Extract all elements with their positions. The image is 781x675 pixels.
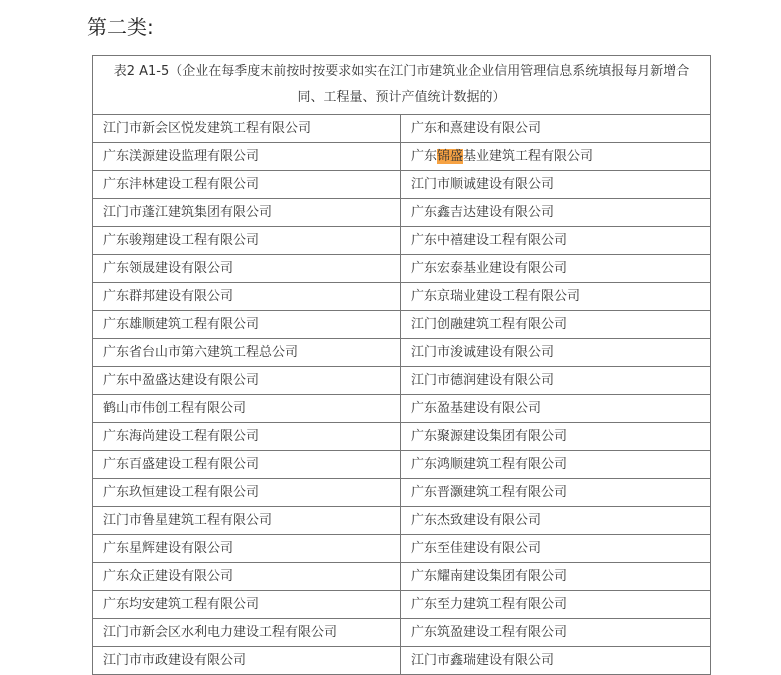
table-row bbox=[93, 395, 711, 423]
company-cell-right: 江门市鑫瑞建设有限公司 bbox=[401, 647, 711, 675]
company-cell-left: 广东百盛建设工程有限公司 bbox=[93, 451, 401, 479]
company-cell-left: 广东海尚建设工程有限公司 bbox=[93, 423, 401, 451]
table-row bbox=[93, 311, 711, 339]
company-cell-left: 广东星辉建设有限公司 bbox=[93, 535, 401, 563]
company-cell-right: 广东耀南建设集团有限公司 bbox=[401, 563, 711, 591]
company-cell-left: 广东沣林建设工程有限公司 bbox=[93, 171, 401, 199]
company-cell-left: 广东众正建设有限公司 bbox=[93, 563, 401, 591]
company-cell-right: 广东盈基建设有限公司 bbox=[401, 395, 711, 423]
table-row bbox=[93, 451, 711, 479]
company-cell-left: 广东渼源建设监理有限公司 bbox=[93, 143, 401, 171]
table-caption-row bbox=[93, 56, 711, 115]
table-row bbox=[93, 227, 711, 255]
table-row bbox=[93, 423, 711, 451]
company-cell-right: 广东京瑞业建设工程有限公司 bbox=[401, 283, 711, 311]
table-row bbox=[93, 535, 711, 563]
company-cell-right: 广东聚源建设集团有限公司 bbox=[401, 423, 711, 451]
company-cell-left: 广东雄顺建筑工程有限公司 bbox=[93, 311, 401, 339]
company-cell-right: 广东鑫吉达建设有限公司 bbox=[401, 199, 711, 227]
company-cell-right: 广东晋灏建筑工程有限公司 bbox=[401, 479, 711, 507]
company-cell-left: 广东中盈盛达建设有限公司 bbox=[93, 367, 401, 395]
table-row bbox=[93, 563, 711, 591]
company-cell-left: 广东均安建筑工程有限公司 bbox=[93, 591, 401, 619]
company-cell-right: 广东筑盈建设工程有限公司 bbox=[401, 619, 711, 647]
company-cell-right: 广东至佳建设有限公司 bbox=[401, 535, 711, 563]
table-row bbox=[93, 619, 711, 647]
table-row bbox=[93, 647, 711, 675]
table-row bbox=[93, 283, 711, 311]
company-cell-left: 广东领晟建设有限公司 bbox=[93, 255, 401, 283]
table-row bbox=[93, 479, 711, 507]
table-row bbox=[93, 507, 711, 535]
company-cell-left: 广东骏翔建设工程有限公司 bbox=[93, 227, 401, 255]
company-cell-left: 广东省台山市第六建筑工程总公司 bbox=[93, 339, 401, 367]
company-cell-right: 江门创融建筑工程有限公司 bbox=[401, 311, 711, 339]
company-cell-left: 江门市鲁星建筑工程有限公司 bbox=[93, 507, 401, 535]
table-row bbox=[93, 339, 711, 367]
table-row bbox=[93, 115, 711, 143]
company-cell-right: 江门市顺诚建设有限公司 bbox=[401, 171, 711, 199]
table-row bbox=[93, 143, 711, 171]
search-highlight: 锦盛 bbox=[437, 149, 464, 164]
company-cell-left: 鹤山市伟创工程有限公司 bbox=[93, 395, 401, 423]
table-row bbox=[93, 255, 711, 283]
company-cell-right: 广东杰致建设有限公司 bbox=[401, 507, 711, 535]
company-table bbox=[92, 55, 711, 675]
table-row bbox=[93, 199, 711, 227]
company-cell-right: 广东中禧建设工程有限公司 bbox=[401, 227, 711, 255]
company-cell-left: 广东群邦建设有限公司 bbox=[93, 283, 401, 311]
table-row bbox=[93, 367, 711, 395]
company-cell-left: 江门市市政建设有限公司 bbox=[93, 647, 401, 675]
company-cell-right: 江门市德润建设有限公司 bbox=[401, 367, 711, 395]
company-cell-left: 江门市蓬江建筑集团有限公司 bbox=[93, 199, 401, 227]
company-cell-right: 广东鸿顺建筑工程有限公司 bbox=[401, 451, 711, 479]
company-cell-right: 广东至力建筑工程有限公司 bbox=[401, 591, 711, 619]
section-heading: 第二类: bbox=[87, 15, 154, 39]
company-cell-left: 广东玖恒建设工程有限公司 bbox=[93, 479, 401, 507]
table-row bbox=[93, 591, 711, 619]
table-caption: 表2 A1-5（企业在每季度末前按时按要求如实在江门市建筑业企业信用管理信息系统填报每月新增合同、工程量、预计产值统计数据的） bbox=[93, 56, 711, 115]
company-cell-left: 江门市新会区悦发建筑工程有限公司 bbox=[93, 115, 401, 143]
company-cell-right: 广东宏泰基业建设有限公司 bbox=[401, 255, 711, 283]
company-cell-left: 江门市新会区水利电力建设工程有限公司 bbox=[93, 619, 401, 647]
table-row bbox=[93, 171, 711, 199]
company-cell-right: 江门市浚诚建设有限公司 bbox=[401, 339, 711, 367]
company-cell-right: 广东和熹建设有限公司 bbox=[401, 115, 711, 143]
company-cell-right: 广东锦盛基业建筑工程有限公司 bbox=[401, 143, 711, 171]
